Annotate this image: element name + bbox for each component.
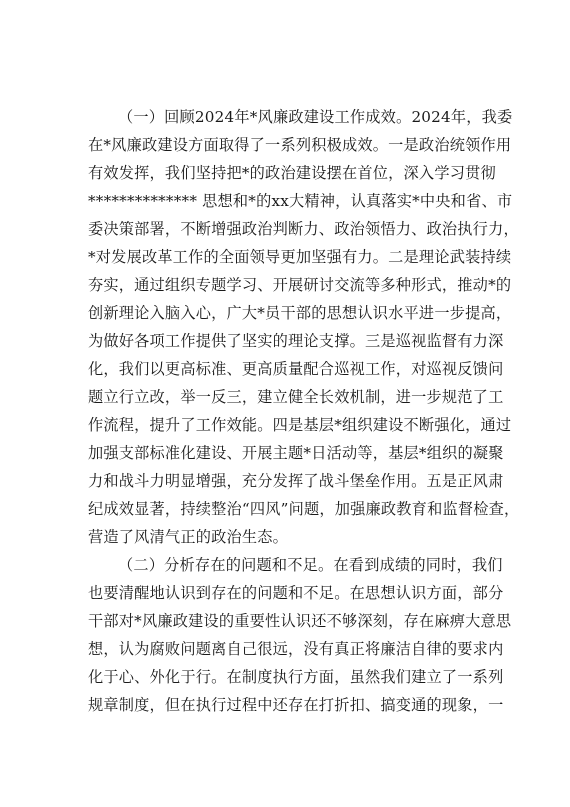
paragraph-1-line-12: 作流程，提升了工作效能。四是基层*组织建设不断强化，通过 — [88, 416, 512, 434]
paragraph-2-line-5: 化于心、外化于行。在制度执行方面，虽然我们建立了一系列 — [88, 668, 504, 686]
paragraph-2-line-2: 也要清醒地认识到存在的问题和不足。在思想认识方面，部分 — [88, 584, 504, 602]
paragraph-2-line-1: （二）分析存在的问题和不足。在看到成绩的同时，我们 — [118, 556, 503, 574]
paragraph-1-line-13: 加强支部标准化建设、开展主题*日活动等，基层*组织的凝聚 — [88, 444, 504, 462]
paragraph-2-line-6: 规章制度，但在执行过程中还存在打折扣、搞变通的现象，一 — [88, 696, 504, 714]
paragraph-1-line-2: 在*风廉政建设方面取得了一系列积极成效。一是政治统领作用 — [88, 136, 512, 154]
paragraph-1-line-4: ************** 思想和*的xx大精神，认真落实*中央和省、市 — [88, 192, 513, 210]
paragraph-1-line-9: 为做好各项工作提供了坚实的理论支撑。三是巡视监督有力深 — [88, 332, 504, 350]
paragraph-1-line-6: *对发展改革工作的全面领导更加坚强有力。二是理论武装持续 — [88, 248, 512, 266]
paragraph-1-line-8: 创新理论入脑入心，广大*员干部的思想认识水平进一步提高， — [88, 304, 512, 322]
paragraph-1-line-16: 营造了风清气正的政治生态。 — [88, 528, 289, 546]
paragraph-1-line-5: 委决策部署，不断增强政治判断力、政治领悟力、政治执行力， — [88, 220, 519, 238]
paragraph-1-line-10: 化，我们以更高标准、更高质量配合巡视工作，对巡视反馈问 — [88, 360, 504, 378]
paragraph-1-line-14: 力和战斗力明显增强，充分发挥了战斗堡垒作用。五是正风肃 — [88, 472, 504, 490]
paragraph-1-line-7: 夯实，通过组织专题学习、开展研讨交流等多种形式，推动*的 — [88, 276, 512, 294]
paragraph-2-line-4: 想，认为腐败问题离自己很远，没有真正将廉洁自律的要求内 — [88, 640, 504, 658]
paragraph-1-line-1: （一）回顾2024年*风廉政建设工作成效。2024年，我委 — [118, 108, 513, 126]
paragraph-1-line-3: 有效发挥，我们坚持把*的政治建设摆在首位，深入学习贯彻 — [88, 164, 496, 182]
paragraph-1-line-15: 纪成效显著，持续整治“四风”问题，加强廉政教育和监督检查， — [88, 500, 520, 518]
paragraph-1-line-11: 题立行立改，举一反三，建立健全长效机制，进一步规范了工 — [88, 388, 504, 406]
paragraph-2-line-3: 干部对*风廉政建设的重要性认识还不够深刻，存在麻痹大意思 — [88, 612, 512, 630]
